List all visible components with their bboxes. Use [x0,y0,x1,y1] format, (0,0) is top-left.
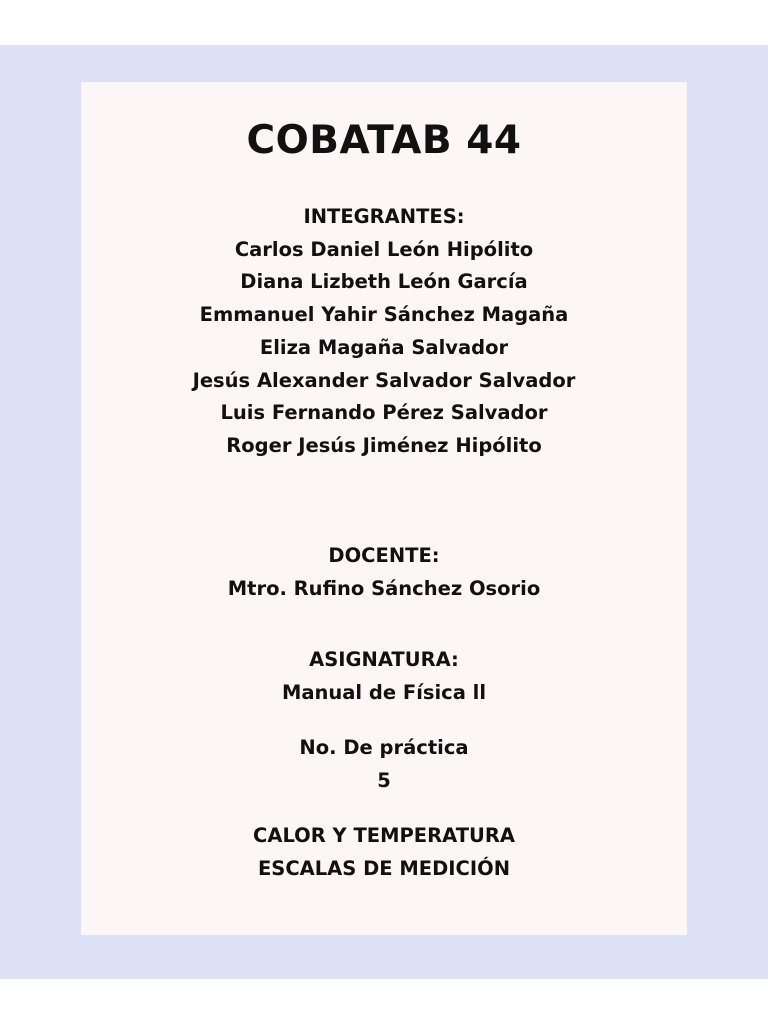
members-section [81,201,687,463]
school-title: COBATAB 44 [246,118,522,163]
topic-line: CALOR Y TEMPERATURA [253,824,515,847]
topic-line: ESCALAS DE MEDICIÓN [257,856,511,880]
member-name: Diana Lizbeth León García [240,270,528,294]
practice-number: 5 [377,768,391,792]
practice-section [81,732,687,797]
members-heading: INTEGRANTES: [303,205,465,228]
teacher-section [81,540,687,605]
member-name: Carlos Daniel León Hipólito [234,237,534,261]
teacher-heading: DOCENTE: [328,544,440,567]
member-name: Roger Jesús Jiménez Hipólito [226,433,542,457]
member-name: Luis Fernando Pérez Salvador [220,401,548,425]
subject-name: Manual de Física ll [281,680,487,704]
member-name: Emmanuel Yahir Sánchez Magaña [199,303,569,327]
practice-heading: No. De práctica [299,736,469,759]
member-name: Jesús Alexander Salvador Salvador [192,368,576,392]
cover-card [81,82,687,935]
subject-heading: ASIGNATURA: [309,648,459,671]
teacher-name: Mtro. Rufino Sánchez Osorio [227,576,541,600]
page-background [0,45,768,979]
topic-section [81,820,687,885]
member-name: Eliza Magaña Salvador [259,335,509,359]
subject-section [81,644,687,709]
